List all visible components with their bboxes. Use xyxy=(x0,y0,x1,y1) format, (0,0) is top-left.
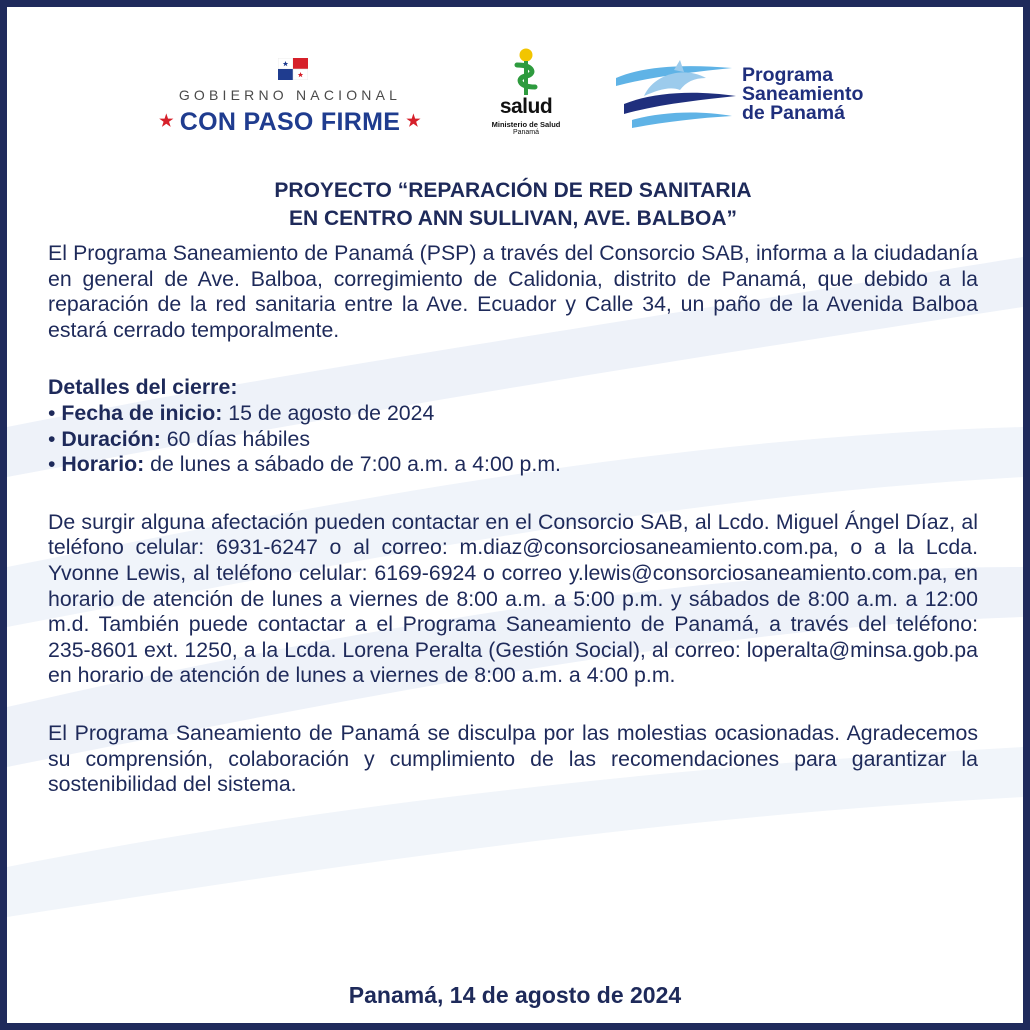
salud-emblem-icon xyxy=(481,47,571,97)
detail-label: Duración: xyxy=(61,426,161,451)
details-heading: Detalles del cierre: xyxy=(48,375,238,400)
project-title xyxy=(48,177,978,233)
detail-label: Fecha de inicio: xyxy=(61,400,223,425)
ministerio-de-salud-text: Ministerio de Salud xyxy=(491,120,561,129)
notice-content xyxy=(48,177,978,798)
date-line: Panamá, 14 de agosto de 2024 xyxy=(348,982,682,1008)
header-logos xyxy=(7,47,1023,147)
contact-paragraph: De surgir alguna afectación pueden contactar en el Consorcio SAB, al Lcdo. Miguel Ángel Díaz, al teléfono celular: 6931-6247 o al correo: m.diaz@consorciosaneamiento.com.pa, o a la Lcda. Yvonne Lewis, al teléfono celular: 6169-6924 o correo y.lewis@consorciosaneamiento.com.pa, en horario de atención de lunes a viernes de 8:00 a.m. a 5:00 p.m. y sábados de 8:00 a.m. a 12:00 m.d. También puede contactar a el Programa Saneamiento de Panamá, a través del teléfono: 235-8601 ext. 1250, a la Lcda. Lorena Peralta (Gestión Social), al correo: loperalta@minsa.gob.pa en horario de atención de lunes a viernes de 8:00 a.m. a 4:00 p.m. xyxy=(48,509,978,688)
star-icon: ★ xyxy=(159,113,174,130)
detail-value: de lunes a sábado de 7:00 a.m. a 4:00 p.m. xyxy=(150,452,561,477)
gobierno-nacional-text: GOBIERNO NACIONAL xyxy=(178,87,402,103)
bullet-icon: • xyxy=(48,452,56,477)
details-item-schedule xyxy=(48,452,978,478)
details-item-duration xyxy=(48,427,978,453)
programa-saneamiento-text xyxy=(742,66,922,123)
salud-word: salud xyxy=(499,95,553,118)
psp-line-3: de Panamá xyxy=(742,102,845,124)
panama-small-text: Panamá xyxy=(512,129,540,136)
detail-value: 15 de agosto de 2024 xyxy=(228,400,435,425)
dolphin-wave-icon xyxy=(614,56,739,136)
programa-saneamiento-logo xyxy=(614,51,914,141)
detail-value: 60 días hábiles xyxy=(166,426,310,451)
psp-line-2: Saneamiento xyxy=(742,83,864,105)
psp-line-1: Programa xyxy=(742,64,834,86)
intro-paragraph: El Programa Saneamiento de Panamá (PSP) a través del Consorcio SAB, informa a la ciudadanía en general de Ave. Balboa, corregimiento de Calidonia, distrito de Panamá, que debido a la reparación de la red sanitaria entre la Ave. Ecuador y Calle 34, un paño de la Avenida Balboa estará cerrado temporalmente. xyxy=(48,241,978,342)
ministerio-salud-logo xyxy=(481,47,571,147)
title-line-1: PROYECTO “REPARACIÓN DE RED SANITARIA xyxy=(274,179,752,202)
panama-flag-icon xyxy=(278,58,308,80)
con-paso-firme-label: CON PASO FIRME xyxy=(179,108,401,136)
gobierno-nacional-logo xyxy=(145,53,435,143)
star-icon: ★ xyxy=(406,113,421,130)
details-item-start xyxy=(48,401,978,427)
con-paso-firme-text xyxy=(145,108,435,137)
detail-label: Horario: xyxy=(61,452,145,477)
closing-paragraph: El Programa Saneamiento de Panamá se disculpa por las molestias ocasionadas. Agradecemos su comprensión, colaboración y cumplimiento de las recomendaciones para garantizar la sostenibilidad del sistema. xyxy=(48,720,978,797)
bullet-icon: • xyxy=(48,400,56,425)
bullet-icon: • xyxy=(48,426,56,451)
title-line-2: EN CENTRO ANN SULLIVAN, AVE. BALBOA” xyxy=(288,207,737,230)
